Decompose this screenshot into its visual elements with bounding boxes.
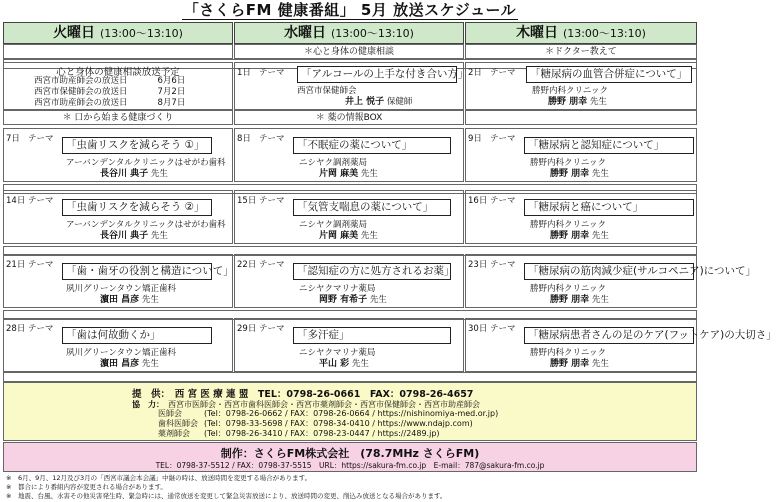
broadcast-date: 2日 [468,68,482,78]
footnote: ※ 地震、台風、水害その他災害発生時、緊急時には、通常放送を変更して緊急災害放送により、放送時間の変更、削込み放送となる場合があります。 [6,492,447,500]
program-cell [465,190,697,244]
program-topic: 「認知症の方に処方されるお薬」 [293,263,451,280]
program-topic: 「糖尿病と癌について」 [524,199,694,216]
program-person: 長谷川 典子 先生 [100,231,168,241]
program-org: 勝野内科クリニック [530,220,606,230]
theme-label: テーマ [28,324,54,334]
program-org: ニシヤク調剤薬局 [299,220,368,230]
program-topic: 「糖尿病と認知症について」 [524,137,694,154]
broadcast-date: 8日 [237,134,251,144]
program-person: 勝野 朋幸 先生 [550,295,609,305]
program-person: 片岡 麻美 先生 [319,231,378,241]
broadcast-date: 23日 [468,260,488,270]
cooperation-line: 協 力： 西宮市医師会・西宮市歯科医師会・西宮市薬剤師会・西宮市保健師会・西宮市助産師会 [132,400,480,409]
program-org: アーバンデンタルクリニックはせがわ歯科 [66,220,226,230]
program-person: 濵田 昌彦 先生 [100,359,159,369]
theme-label: テーマ [490,324,516,334]
program-cell-thu1 [465,62,697,110]
theme-label: テーマ [259,134,285,144]
theme-label: テーマ [259,196,285,206]
theme-label: テーマ [28,196,54,206]
program-org: ニシヤク調剤薬局 [299,158,368,168]
program-cell [234,128,464,182]
program-org: 夙川グリーンタウン矯正歯科 [66,284,176,294]
program-cell [3,318,233,372]
program-org: 勝野内科クリニック [530,348,606,358]
program-cell [234,254,464,308]
theme-label: テーマ [490,196,516,206]
production-block [3,442,697,472]
program-org: 勝野内科クリニック [530,284,606,294]
broadcast-date: 22日 [237,260,257,270]
spacer [3,372,697,382]
broadcast-date: 9日 [468,134,482,144]
broadcast-date: 1日 [237,68,251,78]
header-tuesday: 火曜日 (13:00〜13:10) [3,22,233,44]
program-org: 西宮市保健師会 [297,86,357,96]
footnote: ※ 6月、9月、12月及び3月の「西宮市議会本会議」中継の時は、放送時間を変更する場合があります。 [6,474,312,482]
theme-label: テーマ [259,324,285,334]
broadcast-date: 16日 [468,196,488,206]
program-topic: 「歯・歯牙の役割と構造について」 [62,263,212,280]
program-org: 勝野内科クリニック [532,86,608,96]
theme-label: テーマ [28,134,54,144]
program-org: ニシヤクマリナ薬局 [299,348,376,358]
broadcast-date: 7日 [6,134,20,144]
program-person: 勝野 朋幸 先生 [550,231,609,241]
program-cell [465,254,756,308]
broadcast-date: 21日 [6,260,26,270]
program-topic: 「糖尿病の筋肉減少症(サルコペニア)について」 [524,263,694,280]
program-person: 平山 彩 先生 [319,359,369,369]
contact-line: TEL：0798-37-5512 / FAX：0798-37-5515 URL：https://sakura-fm.co.jp E-mail：787@sakura-fm.co.jp [155,461,545,470]
broadcast-date: 30日 [468,324,488,334]
tue-schedule-box [3,62,233,110]
theme-label: テーマ [28,260,54,270]
production-line: 制作：さくらFM株式会社 (78.7MHz さくらFM) [220,447,480,460]
program-topic: 「多汗症」 [293,327,451,344]
header-wednesday: 水曜日 (13:00〜13:10) [234,22,464,44]
program-topic: 「糖尿病患者さんの足のケア(フットケア)の大切さ」 [524,327,694,344]
program-topic: 「歯は何故動くか」 [62,327,212,344]
credits-block [3,382,697,441]
program-cell [3,254,233,308]
blank-cell [465,110,697,125]
program-topic: 「気管支喘息の薬について」 [293,199,451,216]
theme-label: テーマ [490,134,516,144]
header-thursday: 木曜日 (13:00〜13:10) [465,22,697,44]
blank-cell [3,44,233,59]
program-cell [465,128,697,182]
program-cell [3,190,233,244]
series-wed: ＊心と身体の健康相談 [234,44,464,59]
provider-line: 提 供： 西 宮 医 療 連 盟 TEL：0798-26-0661 FAX：0798-26-4657 [132,389,474,400]
broadcast-date: 14日 [6,196,26,206]
schedule-title: 心と身体の健康相談放送予定 [56,67,180,78]
broadcast-date: 28日 [6,324,26,334]
program-cell [234,318,464,372]
program-person: 勝野 朋幸 先生 [550,169,609,179]
cooperation-details: 医師会 (Tel：0798-26-0662 / FAX：0798-26-0664 / https://nishinomiya-med.or.jp) 歯科医師会 (Tel：0798-33-5698 / FAX：0798-34-0410 / https://www.ndajp.com) 薬剤師会 (Tel：0798-26-3410 / FAX：0798-23-0447 / https://2489.jp) [158,409,499,438]
theme-label: テーマ [259,260,285,270]
theme-label: テーマ [490,68,516,78]
theme-label: テーマ [490,260,516,270]
program-org: 夙川グリーンタウン矯正歯科 [66,348,176,358]
series-tue: ＊ 口から始まる健康づくり [3,110,233,125]
program-person: 勝野 朋幸 先生 [548,97,607,107]
broadcast-date: 15日 [237,196,257,206]
program-topic: 「虫歯リスクを減らそう ②」 [62,199,212,216]
program-topic: 「不眠症の薬について」 [293,137,451,154]
program-org: アーバンデンタルクリニックはせがわ歯科 [66,158,226,168]
program-person: 井上 悦子 保健師 [345,97,413,107]
schedule-list: 西宮市助産師会の放送日 6月6日 西宮市保健師会の放送日 7月2日 西宮市助産師会の放送日 8月7日 [34,76,186,108]
program-person: 長谷川 典子 先生 [100,169,168,179]
program-org: 勝野内科クリニック [530,158,606,168]
series-thu: ＊ドクター教えて [465,44,697,59]
program-person: 岡野 有希子 先生 [319,295,387,305]
program-topic: 「糖尿病の血管合併症について」 [526,66,692,83]
program-person: 勝野 朋幸 先生 [550,359,609,369]
series-wed2: ＊ 薬の情報BOX [234,110,464,125]
program-cell-wed1 [234,62,469,110]
theme-label: テーマ [259,68,285,78]
footnote: ※ 都合により番組内容が変更される場合があります。 [6,483,167,491]
broadcast-date: 29日 [237,324,257,334]
program-cell [234,190,464,244]
program-cell [3,128,233,182]
page-title: 「さくらFM 健康番組」 5月 放送スケジュール [183,1,517,19]
program-cell [465,318,777,372]
program-person: 片岡 麻美 先生 [319,169,378,179]
program-topic: 「アルコールの上手な付き合い方」 [297,66,457,83]
program-org: ニシヤクマリナ薬局 [299,284,376,294]
program-person: 濵田 昌彦 先生 [100,295,159,305]
program-topic: 「虫歯リスクを減らそう ①」 [62,137,212,154]
